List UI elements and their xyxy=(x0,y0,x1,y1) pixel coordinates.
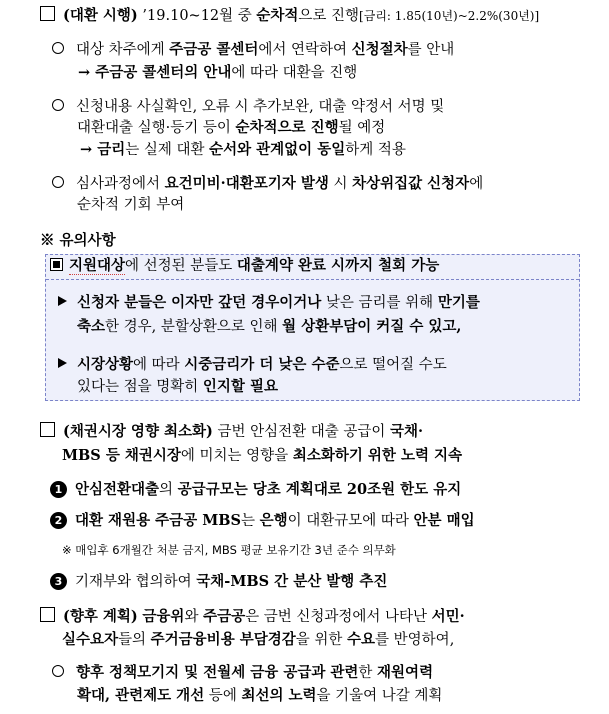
text-bold: 수요 xyxy=(347,631,376,648)
plan-line-1 xyxy=(52,663,433,683)
text-bold: 재원여력 xyxy=(377,664,434,681)
circle-bullet-icon xyxy=(52,176,64,188)
purchase-note: ※ 매입후 6개월간 처분 금지, MBS 평균 보유기간 3년 준수 의무화 xyxy=(62,543,396,557)
text-bold: 대환 재원용 주금공 MBS xyxy=(75,512,241,529)
text-bold: 금융위 xyxy=(142,608,185,625)
notice-title: ※ 유의사항 xyxy=(40,232,116,249)
number-2-icon: 2 xyxy=(50,512,67,529)
text: 한 경우, 분할상환으로 인해 xyxy=(105,319,283,335)
text: 에 따라 대환을 진행 xyxy=(231,65,358,81)
text-bold: 인지할 필요 xyxy=(202,378,278,395)
text: 를 안내 xyxy=(407,42,455,58)
text-bold: 만기를 xyxy=(437,294,480,311)
text: 의 xyxy=(159,482,178,498)
text: 대상 차주에게 xyxy=(76,42,170,58)
item-2-line-3 xyxy=(80,140,406,160)
numbered-item-3 xyxy=(50,572,387,592)
text: 으로 떨어질 수도 xyxy=(339,357,447,373)
text-bold: 주거금융비용 부담경감 xyxy=(150,631,296,648)
text-bold: 확대, 관련제도 개선 xyxy=(77,687,205,704)
numbered-item-1 xyxy=(50,480,461,500)
text-bold: 향후 정책모기지 및 전월세 금융 공급과 관련 xyxy=(76,664,359,681)
number-1-icon: 1 xyxy=(50,481,67,498)
section-3-label: (향후 계획) xyxy=(63,608,138,625)
checkbox-square-icon xyxy=(40,6,55,21)
text-bold: 안분 매입 xyxy=(413,512,475,529)
section-3-heading xyxy=(40,607,465,627)
text: 될 예정 xyxy=(338,120,386,136)
text: 시 xyxy=(328,176,353,192)
text-bold: 국채· xyxy=(390,423,424,440)
text: 신청내용 사실확인, 오류 시 추가보완, 대출 약정서 서명 및 xyxy=(76,99,445,115)
text: 있다는 점을 명확히 xyxy=(77,379,203,395)
item-2-line-2 xyxy=(77,118,385,138)
section-1-text2: 으로 진행 xyxy=(298,8,360,24)
section-2-line-2 xyxy=(62,446,462,466)
notice-bullet-1-line-2 xyxy=(77,317,461,337)
section-1-heading xyxy=(40,6,539,26)
text: 이 대환규모에 따라 xyxy=(287,513,414,529)
text-bold: 국채-MBS 간 분산 발행 추진 xyxy=(196,573,388,590)
section-1-text: ’19.10~12월 중 xyxy=(137,8,257,24)
text-bold: 차상위집값 신청자 xyxy=(352,175,470,192)
section-1-bold: 순차적 xyxy=(256,7,299,24)
text: 하게 적용 xyxy=(345,142,406,158)
plan-line-2 xyxy=(77,686,442,706)
text-bold: MBS 등 채권시장 xyxy=(62,447,181,464)
item-1-line-2 xyxy=(78,63,357,83)
text-bold: 시장상황 xyxy=(77,356,134,373)
number-3-icon: 3 xyxy=(50,573,67,590)
checkbox-square-icon xyxy=(40,607,55,622)
triangle-bullet-icon xyxy=(58,358,67,368)
rate-note: [금리: 1.85(10년)~2.2%(30년)] xyxy=(359,9,540,23)
text: 을 위한 xyxy=(295,632,348,648)
text: 은 금번 신청과정에서 나타난 xyxy=(245,609,432,625)
text: 에 xyxy=(469,176,484,192)
numbered-item-2 xyxy=(50,511,475,531)
text: 와 xyxy=(184,609,204,625)
text: 를 반영하여, xyxy=(375,632,455,648)
item-3-line-2 xyxy=(77,195,184,215)
text-bold: 은행 xyxy=(259,512,288,529)
text-bold: 시중금리가 더 낮은 수준 xyxy=(184,356,340,373)
text-bold: 최선의 노력 xyxy=(241,687,317,704)
text: 기재부와 협의하여 xyxy=(75,574,197,590)
text-bold: 대출계약 완료 시까지 철회 가능 xyxy=(236,257,440,274)
item-1-line-1 xyxy=(52,40,454,60)
text-bold: 주금공 콜센터 xyxy=(169,41,259,58)
text-bold: 최소화하기 위한 노력 지속 xyxy=(292,447,463,464)
circle-bullet-icon xyxy=(52,99,64,111)
text: 낮은 금리를 위해 xyxy=(321,295,438,311)
text-bold: 주금공 xyxy=(203,608,246,625)
text-bold: 지원대상 xyxy=(69,257,126,274)
text: 금번 안심전환 대출 공급이 xyxy=(212,424,391,440)
text: 대환대출 실행·등기 등이 xyxy=(77,120,236,136)
text: 에 미치는 영향을 xyxy=(180,448,293,464)
text-bold: 축소 xyxy=(77,318,106,335)
item-3-line-1 xyxy=(52,174,483,194)
text: 순차적 기회 부여 xyxy=(77,197,185,213)
section-3-line-2 xyxy=(62,630,454,650)
text: 에 따라 xyxy=(133,357,185,373)
section-2-label: (채권시장 영향 최소화) xyxy=(63,423,213,440)
filled-square-icon xyxy=(50,258,63,271)
notice-bullet-1-line-1 xyxy=(58,293,480,313)
text-bold: → 주금공 콜센터의 안내 xyxy=(78,64,232,81)
text: 한 xyxy=(358,665,378,681)
text: 등에 xyxy=(204,688,242,704)
text-bold: 순차적으로 진행 xyxy=(235,119,339,136)
text: 을 기울여 나갈 계획 xyxy=(316,688,443,704)
section-2-heading xyxy=(40,422,423,442)
text-bold: 신청자 분들은 이자만 갚던 경우이거나 xyxy=(77,294,322,311)
notice-header-line xyxy=(50,256,439,276)
notice-bullet-2-line-2 xyxy=(77,377,278,397)
arrow: → xyxy=(80,141,98,158)
text-bold: 안심전환대출 xyxy=(75,481,160,498)
text-bold: 서민· xyxy=(431,608,465,625)
circle-bullet-icon xyxy=(52,665,64,677)
text: 에서 연락하여 xyxy=(258,42,352,58)
text: 들의 xyxy=(118,632,151,648)
notice-bullet-2-line-1 xyxy=(58,355,447,375)
item-2-line-1 xyxy=(52,97,444,117)
text-bold: 실수요자 xyxy=(62,631,119,648)
text-bold: 공급규모는 당초 계획대로 20조원 한도 유지 xyxy=(177,481,462,498)
text: 에 선정된 분들도 xyxy=(125,258,237,274)
checkbox-square-icon xyxy=(40,422,55,437)
triangle-bullet-icon xyxy=(58,296,67,306)
circle-bullet-icon xyxy=(52,42,64,54)
text-bold: 요건미비·대환포기자 발생 xyxy=(164,175,329,192)
text: 는 xyxy=(240,513,260,529)
text: 는 실제 대환 xyxy=(125,142,210,158)
text-bold: 순서와 관계없이 동일 xyxy=(209,141,346,158)
text-bold: 신청절차 xyxy=(351,41,408,58)
text: 심사과정에서 xyxy=(76,176,165,192)
text-bold: 금리 xyxy=(97,141,126,158)
text-bold: 월 상환부담이 커질 수 있고, xyxy=(282,318,462,335)
section-1-label: (대환 시행) xyxy=(63,7,138,24)
